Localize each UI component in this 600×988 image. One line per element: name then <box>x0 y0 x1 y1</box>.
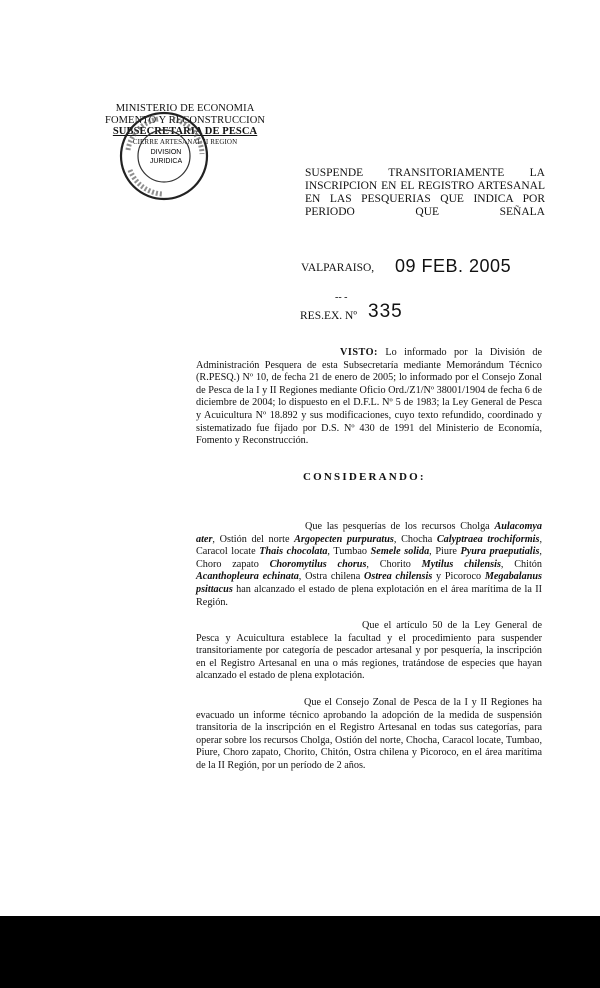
ministry-line: MINISTERIO DE ECONOMIA <box>115 103 255 114</box>
species-name: Pyura praeputialis <box>460 546 540 558</box>
species-name: Megabalanus psittacus <box>196 571 542 595</box>
text-run: Que las pesquerías de los recursos Cholga <box>305 521 495 532</box>
species-name: Thais chocolata <box>259 546 328 558</box>
seal-center-line: JURIDICA <box>149 158 183 165</box>
text-run: , Chocha <box>393 533 437 545</box>
seal-center-line: DIVISION <box>150 149 182 156</box>
considerando-paragraph-1 <box>196 521 542 609</box>
text-run: y Picoroco <box>432 571 485 583</box>
resolution-dash: -- - <box>335 292 348 303</box>
visto-text: Lo informado por la División de Administración Pesquera de esta Subsecretaría mediante Memorándum Técnico (R.PESQ.) Nº 10, de fecha 21 de enero de 2005; lo informado por el Consejo Zonal de Pesca de la I y II Regiones mediante Oficio Ord./Z1/Nº 38001/1904 de fecha 6 de diciembre de 2004; lo dispuesto en el D.F.L. Nº 5 de 1983; la Ley General de Pesca y Acuicultura Nº 18.892 y sus modificaciones, cuyo texto refundido, coordinado y sistematizado fue fijado por D.S. Nº 430 de 1991 del Ministerio de Economía, Fomento y Reconstrucción. <box>196 347 542 447</box>
text-run: , Tumbao <box>327 546 371 558</box>
text-run: , Chitón <box>500 558 542 570</box>
considerando-paragraph-3: Que el Consejo Zonal de Pesca de la I y II Regiones ha evacuado un informe técnico aprobando la adopción de la medida de suspensión transitoria de la inscripción en el Registro Artesanal en todas sus categorías, para operar sobre los recursos Cholga, Ostión del norte, Chocha, Caracol locate, Tumbao, Piure, Choro zapato, Chorito, Chitón, Ostra chilena y Picoroco, en el área marítima de la II Región, por un período de 2 años. <box>196 697 542 771</box>
species-name: Aulacomya ater <box>196 521 542 545</box>
text-run: han alcanzado el estado de plena explotación en el área marítima de la II Región. <box>196 583 542 608</box>
species-name: Mytilus chilensis <box>421 558 501 570</box>
species-name: Acanthopleura echinata <box>196 571 299 583</box>
visto-paragraph <box>196 347 542 448</box>
considerando-heading: CONSIDERANDO: <box>303 471 426 483</box>
text-run: , Chorito <box>366 558 422 570</box>
text-run: , Caracol locate <box>196 533 543 558</box>
ministry-line: CIERRE ARTESANAL II REGION <box>132 137 238 146</box>
species-name: Calyptraea trochiformis <box>436 533 540 545</box>
visto-heading: VISTO: <box>340 347 378 358</box>
resolution-number: 335 <box>368 301 403 322</box>
species-name: Choromytilus chorus <box>269 558 367 570</box>
text-run: , Ostra chilena <box>298 571 365 583</box>
considerando-paragraph-2: Que el artículo 50 de la Ley General de Pesca y Acuicultura establece la facultad y el procedimiento para suspender transitoriamente por categoría de pescador artesanal y por pesquería, la inscripción en el Registro Artesanal en una o más regiones, tratándose de especies que hayan alcanzado el estado de plena explotación. <box>196 620 542 682</box>
species-name: Argopecten purpuratus <box>294 533 394 545</box>
text-run: , Piure <box>429 546 461 558</box>
date-label: VALPARAISO, <box>301 262 375 274</box>
species-name: Semele solida <box>370 546 430 558</box>
division-juridica-seal <box>118 110 210 202</box>
ministry-line: FOMENTO Y RECONSTRUCCION <box>105 114 266 126</box>
text-run: , Choro zapato <box>196 546 542 570</box>
text-run: , Ostión del norte <box>212 533 295 545</box>
species-name: Ostrea chilensis <box>364 571 433 583</box>
resolution-label: RES.EX. Nº <box>300 310 357 322</box>
ministry-line: SUBSECRETARIA DE PESCA <box>112 126 258 137</box>
date-stamp: 09 FEB. 2005 <box>395 256 512 276</box>
scan-bottom-border <box>0 916 600 988</box>
document-title: SUSPENDE TRANSITORIAMENTE LA INSCRIPCION EN EL REGISTRO ARTESANAL EN LAS PESQUERIAS QUE INDICA POR PERIODO QUE SEÑALA <box>305 167 545 218</box>
